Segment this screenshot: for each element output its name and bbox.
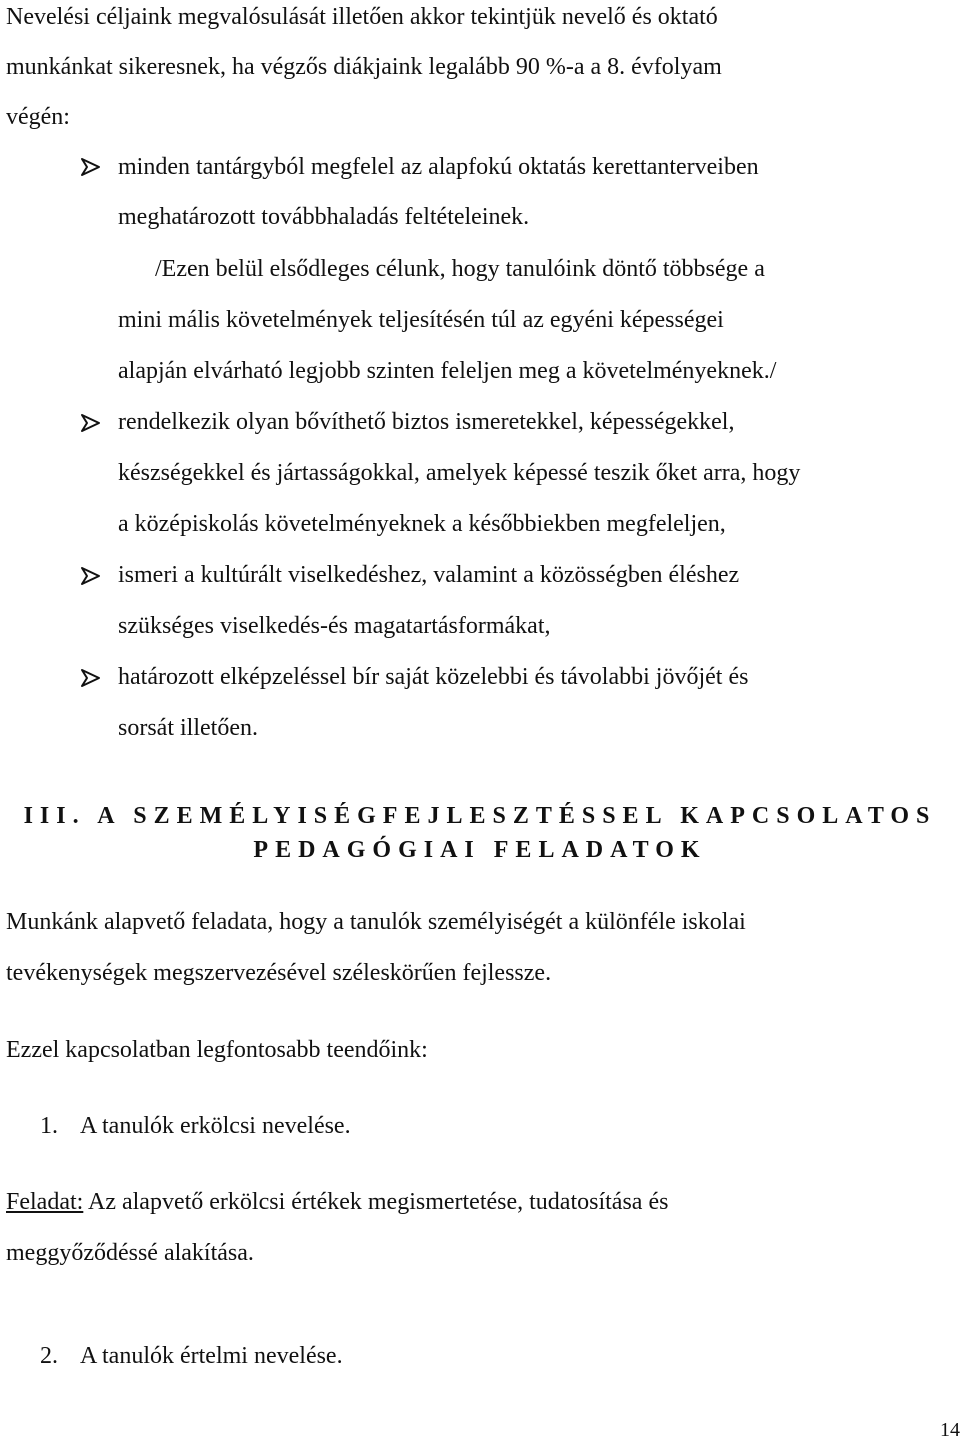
item-2-text: A tanulók értelmi nevelése.	[80, 1343, 343, 1369]
bullet-2-line-3: a középiskolás követelményeknek a későbbiekben megfeleljen,	[118, 511, 726, 537]
arrow-bullet-icon	[80, 667, 102, 689]
note-line-1: /Ezen belül elsődleges célunk, hogy tanulóink döntő többsége a	[155, 256, 765, 282]
task-label: Feladat:	[6, 1189, 84, 1215]
note-line-2: mini mális követelmények teljesítésén túl az egyéni képességei	[118, 307, 724, 333]
task-line-1	[6, 1187, 668, 1217]
bullet-4-line-1: határozott elképzeléssel bír saját közelebbi és távolabbi jövőjét és	[118, 664, 749, 690]
bullet-2-line-2: készségekkel és jártasságokkal, amelyek képessé teszik őket arra, hogy	[118, 460, 801, 486]
arrow-bullet-icon	[80, 412, 102, 434]
page-number: 14	[940, 1419, 960, 1441]
intro-line-3: végén:	[6, 104, 70, 130]
task-line-2: meggyőződéssé alakítása.	[6, 1240, 254, 1266]
item-1-number: 1.	[40, 1113, 58, 1139]
para-1-line-2: tevékenységek megszervezésével széleskörűen fejlessze.	[6, 960, 552, 986]
intro-line-2: munkánkat sikeresnek, ha végzős diákjaink legalább 90 %-a a 8. évfolyam	[6, 54, 722, 80]
intro-line-1: Nevelési céljaink megvalósulását illetően akkor tekintjük nevelő és oktató	[6, 4, 718, 30]
item-2-number: 2.	[40, 1343, 58, 1369]
arrow-bullet-icon	[80, 565, 102, 587]
item-1-text: A tanulók erkölcsi nevelése.	[80, 1113, 351, 1139]
task-text: Az alapvető erkölcsi értékek megismertetése, tudatosítása és	[88, 1189, 669, 1215]
section-heading-line-1: III. A SZEMÉLYISÉGFEJLESZTÉSSEL KAPCSOLATOS	[23, 803, 937, 829]
arrow-bullet-icon	[80, 156, 102, 178]
section-heading-line-2: PEDAGÓGIAI FELADATOK	[253, 837, 707, 863]
bullet-4-line-2: sorsát illetően.	[118, 715, 258, 741]
para-2: Ezzel kapcsolatban legfontosabb teendőink:	[6, 1037, 428, 1063]
bullet-3-line-2: szükséges viselkedés-és magatartásformákat,	[118, 613, 551, 639]
bullet-1-line-1: minden tantárgyból megfelel az alapfokú oktatás kerettanterveiben	[118, 154, 759, 180]
bullet-2-line-1: rendelkezik olyan bővíthető biztos ismeretekkel, képességekkel,	[118, 409, 735, 435]
bullet-1-line-2: meghatározott továbbhaladás feltételeinek.	[118, 204, 530, 230]
note-line-3: alapján elvárható legjobb szinten feleljen meg a követelményeknek./	[118, 358, 777, 384]
bullet-3-line-1: ismeri a kultúrált viselkedéshez, valamint a közösségben éléshez	[118, 562, 740, 588]
para-1-line-1: Munkánk alapvető feladata, hogy a tanulók személyiségét a különféle iskolai	[6, 909, 746, 935]
